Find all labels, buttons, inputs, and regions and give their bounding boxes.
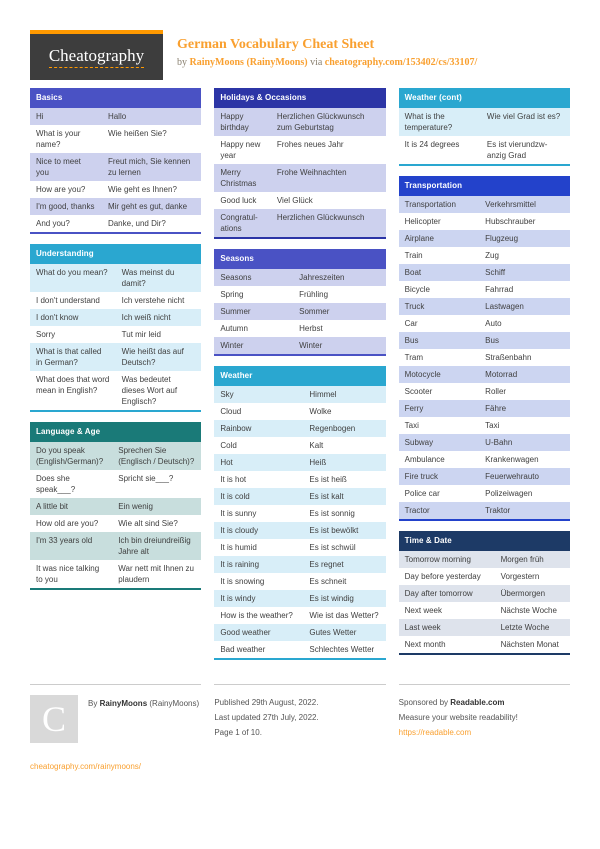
cell-english: It is windy xyxy=(220,594,256,603)
cell-german: Straßenbahn xyxy=(485,353,532,362)
table-row xyxy=(214,136,385,164)
cell-german: Krankenwagen xyxy=(485,455,539,464)
cell-english: What is the temperature? xyxy=(404,112,453,132)
cell-english: A little bit xyxy=(36,502,69,511)
cell-german: Nächsten Monat xyxy=(500,640,559,649)
cell-german: Was meinst du damit? xyxy=(121,268,175,288)
table-row xyxy=(399,636,570,653)
cell-german: Motorrad xyxy=(485,370,518,379)
sheet-url-link[interactable]: cheatography.com/153402/cs/33107/ xyxy=(324,56,478,68)
cell-german: Nächste Woche xyxy=(500,606,557,615)
table-row xyxy=(399,468,570,485)
cell-english: Spring xyxy=(220,290,244,299)
cell-german: Wie heißt das auf Deutsch? xyxy=(121,347,184,367)
table-row xyxy=(30,532,201,560)
table-basics xyxy=(30,88,201,234)
table-row xyxy=(214,624,385,641)
cell-german: Heiß xyxy=(309,458,327,467)
footer xyxy=(0,684,600,774)
cell-english: It is humid xyxy=(220,543,257,552)
cell-german: Mir geht es gut, danke xyxy=(107,202,188,211)
cell-english: What is your name? xyxy=(36,129,81,149)
cell-english: It is hot xyxy=(220,475,247,484)
cheatography-logo xyxy=(30,30,163,80)
cell-english: Day after tomorrow xyxy=(404,589,473,598)
table-title: Seasons xyxy=(214,249,385,269)
table-row xyxy=(30,153,201,181)
cell-english: Does she speak___? xyxy=(36,474,76,494)
cell-german: Es ist windig xyxy=(309,594,354,603)
cell-english: Airplane xyxy=(404,234,435,243)
footer-profile-link[interactable]: cheatography.com/rainymoons/ xyxy=(30,762,142,771)
table-row xyxy=(214,164,385,192)
cell-english: It is 24 degrees xyxy=(404,140,460,149)
cell-english: Bus xyxy=(404,336,419,345)
table-time-date xyxy=(399,531,570,655)
cell-german: Danke, und Dir? xyxy=(107,219,166,228)
cell-english: Truck xyxy=(404,302,425,311)
cell-german: Herzlichen Glückwunsch zum Geburtstag xyxy=(276,112,365,132)
cell-german: Auto xyxy=(485,319,502,328)
cell-english: Congratul-ations xyxy=(220,213,258,233)
table-row xyxy=(214,454,385,471)
table-row xyxy=(214,539,385,556)
cell-english: Tram xyxy=(404,353,424,362)
table-row xyxy=(30,108,201,125)
cell-english: Bicycle xyxy=(404,285,430,294)
cell-english: Merry Christmas xyxy=(220,168,257,188)
sponsor-prefix: Sponsored by xyxy=(398,698,449,707)
sponsor-name: Readable.com xyxy=(450,698,505,707)
table-language-age xyxy=(30,422,201,590)
table-title: Weather xyxy=(214,366,385,386)
cell-german: Verkehrsmittel xyxy=(485,200,536,209)
cell-german: Viel Glück xyxy=(276,196,313,205)
table-row xyxy=(214,505,385,522)
table-row xyxy=(214,488,385,505)
table-row xyxy=(30,309,201,326)
table-row xyxy=(30,125,201,153)
table-row xyxy=(399,332,570,349)
table-row xyxy=(399,551,570,568)
cell-german: Freut mich, Sie kennen zu lernen xyxy=(107,157,191,177)
sponsor-line xyxy=(399,695,570,710)
cell-german: Was bedeutet dieses Wort auf Englisch? xyxy=(121,375,178,406)
table-row xyxy=(30,498,201,515)
table-title: Holidays & Occasions xyxy=(214,88,385,108)
cell-english: Do you speak (English/German)? xyxy=(36,446,104,466)
cell-english: I'm good, thanks xyxy=(36,202,95,211)
cell-german: Gutes Wetter xyxy=(309,628,357,637)
table-row xyxy=(214,192,385,209)
content-columns xyxy=(0,88,600,670)
table-row xyxy=(399,434,570,451)
cell-english: It is cloudy xyxy=(220,526,259,535)
cell-german: Hubschrauber xyxy=(485,217,536,226)
table-row xyxy=(30,371,201,410)
column-2 xyxy=(214,88,385,670)
cell-german: Zug xyxy=(485,251,499,260)
cell-german: U-Bahn xyxy=(485,438,513,447)
cell-german: Fahrrad xyxy=(485,285,514,294)
cell-english: What is that called in German? xyxy=(36,347,102,367)
sponsor-link[interactable]: https://readable.com xyxy=(398,728,472,737)
cell-english: Boat xyxy=(404,268,422,277)
footer-author-suffix: (RainyMoons) xyxy=(149,699,200,708)
cell-german: Wie alt sind Sie? xyxy=(118,519,178,528)
cell-german: Bus xyxy=(485,336,499,345)
table-row xyxy=(399,366,570,383)
cell-english: Happy new year xyxy=(220,140,261,160)
cell-english: Train xyxy=(404,251,423,260)
table-row xyxy=(30,515,201,532)
cell-english: It is raining xyxy=(220,560,260,569)
cell-english: What does that word mean in English? xyxy=(36,375,110,395)
table-row xyxy=(399,585,570,602)
table-row xyxy=(399,298,570,315)
cell-english: Hot xyxy=(220,458,233,467)
table-row xyxy=(214,471,385,488)
table-row xyxy=(399,315,570,332)
cell-german: Ich verstehe nicht xyxy=(121,296,185,305)
cell-english: Bad weather xyxy=(220,645,266,654)
table-title: Weather (cont) xyxy=(399,88,570,108)
table-row xyxy=(399,196,570,213)
cell-german: Herzlichen Glückwunsch xyxy=(276,213,365,222)
table-row xyxy=(399,619,570,636)
masthead xyxy=(0,0,600,88)
table-row xyxy=(30,181,201,198)
byline xyxy=(177,57,477,68)
cell-english: It is cold xyxy=(220,492,250,501)
cell-english: Fire truck xyxy=(404,472,438,481)
footer-sponsor-block xyxy=(399,684,570,774)
table-row xyxy=(399,230,570,247)
cell-german: Frühling xyxy=(299,290,329,299)
cell-german: Letzte Woche xyxy=(500,623,550,632)
footer-by-prefix: By xyxy=(88,699,98,708)
table-row xyxy=(30,560,201,588)
table-weather xyxy=(214,366,385,660)
table-row xyxy=(214,522,385,539)
cell-german: Es ist sonnig xyxy=(309,509,355,518)
cell-german: Hallo xyxy=(107,112,127,121)
table-weather-cont xyxy=(399,88,570,166)
cell-english: Transportation xyxy=(404,200,456,209)
cell-english: Scooter xyxy=(404,387,433,396)
table-title: Time & Date xyxy=(399,531,570,551)
cell-english: Autumn xyxy=(220,324,248,333)
cell-english: Car xyxy=(404,319,418,328)
cell-german: Kalt xyxy=(309,441,324,450)
column-1 xyxy=(30,88,201,600)
cell-english: Ferry xyxy=(404,404,424,413)
cell-english: Taxi xyxy=(404,421,419,430)
table-row xyxy=(399,213,570,230)
table-title: Transportation xyxy=(399,176,570,196)
table-row xyxy=(30,442,201,470)
cell-english: And you? xyxy=(36,219,70,228)
cell-german: Vorgestern xyxy=(500,572,540,581)
cell-german: Es ist vierundzw-anzig Grad xyxy=(486,140,548,160)
cell-english: It is sunny xyxy=(220,509,257,518)
table-row xyxy=(214,269,385,286)
table-transportation xyxy=(399,176,570,521)
table-title: Understanding xyxy=(30,244,201,264)
table-row xyxy=(399,568,570,585)
table-row xyxy=(399,602,570,619)
sponsor-tagline: Measure your website readability! xyxy=(398,713,518,722)
table-row xyxy=(30,215,201,232)
cell-german: Es schneit xyxy=(309,577,347,586)
cell-english: I don't understand xyxy=(36,296,100,305)
header-text-block xyxy=(177,30,477,68)
table-row xyxy=(214,209,385,237)
cell-german: Es ist heiß xyxy=(309,475,347,484)
table-row xyxy=(214,403,385,420)
cell-english: Good weather xyxy=(220,628,271,637)
table-row xyxy=(30,326,201,343)
cell-german: Tut mir leid xyxy=(121,330,161,339)
cell-german: Schiff xyxy=(485,268,506,277)
footer-byline xyxy=(88,695,199,743)
table-row xyxy=(30,264,201,292)
cell-german: Traktor xyxy=(485,506,511,515)
updated-date: Last updated 27th July, 2022. xyxy=(214,713,319,722)
table-row xyxy=(399,400,570,417)
footer-publish-block xyxy=(214,684,385,774)
author-link[interactable]: RainyMoons (RainyMoons) xyxy=(189,56,308,68)
table-row xyxy=(214,420,385,437)
cell-german: Es regnet xyxy=(309,560,344,569)
byline-via: via xyxy=(310,56,323,68)
cell-english: Winter xyxy=(220,341,244,350)
cell-english: Subway xyxy=(404,438,434,447)
page-number: Page 1 of 10. xyxy=(214,728,262,737)
cell-german: War nett mit Ihnen zu plaudern xyxy=(118,564,194,584)
table-seasons xyxy=(214,249,385,356)
table-row xyxy=(30,343,201,371)
cell-german: Es ist schwül xyxy=(309,543,356,552)
cell-german: Ich weiß nicht xyxy=(121,313,171,322)
table-row xyxy=(214,641,385,658)
cell-german: Himmel xyxy=(309,390,337,399)
cell-german: Wie viel Grad ist es? xyxy=(486,112,561,121)
cell-english: I don't know xyxy=(36,313,79,322)
cell-german: Lastwagen xyxy=(485,302,524,311)
table-row xyxy=(399,349,570,366)
cell-german: Wie heißen Sie? xyxy=(107,129,167,138)
table-row xyxy=(399,451,570,468)
table-row xyxy=(399,281,570,298)
cell-english: Day before yesterday xyxy=(404,572,481,581)
cell-english: Sorry xyxy=(36,330,56,339)
page-title: German Vocabulary Cheat Sheet xyxy=(177,37,375,52)
cell-english: Rainbow xyxy=(220,424,252,433)
cell-english: I'm 33 years old xyxy=(36,536,93,545)
table-row xyxy=(30,470,201,498)
cell-english: Helicopter xyxy=(404,217,441,226)
table-title: Language & Age xyxy=(30,422,201,442)
cell-german: Fähre xyxy=(485,404,507,413)
footer-author-block xyxy=(30,684,201,774)
cell-english: What do you mean? xyxy=(36,268,108,277)
cell-english: Tomorrow morning xyxy=(404,555,471,564)
table-row xyxy=(214,286,385,303)
table-row xyxy=(399,502,570,519)
cell-german: Winter xyxy=(299,341,323,350)
cell-english: Seasons xyxy=(220,273,252,282)
cell-german: Jahreszeiten xyxy=(299,273,345,282)
column-3 xyxy=(399,88,570,665)
cell-english: Hi xyxy=(36,112,44,121)
table-row xyxy=(399,485,570,502)
cell-english: Police car xyxy=(404,489,440,498)
cell-english: Next week xyxy=(404,606,443,615)
cell-german: Herbst xyxy=(299,324,323,333)
table-row xyxy=(214,320,385,337)
cell-english: How are you? xyxy=(36,185,86,194)
cell-english: Sky xyxy=(220,390,234,399)
cell-german: Feuerwehrauto xyxy=(485,472,539,481)
cell-english: How is the weather? xyxy=(220,611,293,620)
cell-english: Cold xyxy=(220,441,237,450)
table-row xyxy=(399,417,570,434)
table-row xyxy=(399,247,570,264)
cell-german: Ich bin dreiundreißig Jahre alt xyxy=(118,536,191,556)
table-row xyxy=(214,386,385,403)
cell-english: Summer xyxy=(220,307,251,316)
table-row xyxy=(399,264,570,281)
cell-english: It was nice talking to you xyxy=(36,564,100,584)
cell-german: Frohe Weihnachten xyxy=(276,168,347,177)
table-holidays-occasions xyxy=(214,88,385,239)
table-row xyxy=(214,108,385,136)
cell-german: Übermorgen xyxy=(500,589,546,598)
table-row xyxy=(214,556,385,573)
cell-english: Good luck xyxy=(220,196,257,205)
cell-german: Morgen früh xyxy=(500,555,544,564)
cheatography-logo-text: Cheatography xyxy=(49,46,144,68)
table-row xyxy=(214,337,385,354)
cell-english: Ambulance xyxy=(404,455,445,464)
cell-german: Flugzeug xyxy=(485,234,519,243)
cheatography-c-logo: C xyxy=(30,695,78,743)
cell-english: How old are you? xyxy=(36,519,99,528)
cell-german: Wie ist das Wetter? xyxy=(309,611,379,620)
cell-english: Last week xyxy=(404,623,441,632)
byline-prefix: by xyxy=(177,56,187,68)
table-row xyxy=(214,590,385,607)
cell-german: Frohes neues Jahr xyxy=(276,140,344,149)
published-date: Published 29th August, 2022. xyxy=(214,698,319,707)
table-row xyxy=(214,607,385,624)
cell-german: Es ist bewölkt xyxy=(309,526,359,535)
cell-english: Nice to meet you xyxy=(36,157,81,177)
cell-english: Motocycle xyxy=(404,370,441,379)
table-title: Basics xyxy=(30,88,201,108)
cell-german: Ein wenig xyxy=(118,502,153,511)
cell-german: Taxi xyxy=(485,421,500,430)
cell-german: Sommer xyxy=(299,307,330,316)
table-row xyxy=(214,573,385,590)
cell-german: Wie geht es Ihnen? xyxy=(107,185,177,194)
table-row xyxy=(30,198,201,215)
cell-german: Spricht sie___? xyxy=(118,474,174,483)
cell-english: Cloud xyxy=(220,407,242,416)
cell-german: Sprechen Sie (Englisch / Deutsch)? xyxy=(118,446,195,466)
table-row xyxy=(214,303,385,320)
table-row xyxy=(399,108,570,136)
cell-german: Es ist kalt xyxy=(309,492,344,501)
table-row xyxy=(399,383,570,400)
table-understanding xyxy=(30,244,201,412)
cell-german: Schlechtes Wetter xyxy=(309,645,375,654)
cell-english: Happy birthday xyxy=(220,112,249,132)
cell-german: Regenbogen xyxy=(309,424,356,433)
table-row xyxy=(214,437,385,454)
cell-german: Roller xyxy=(485,387,507,396)
cell-english: Tractor xyxy=(404,506,430,515)
cell-german: Wolke xyxy=(309,407,332,416)
table-row xyxy=(399,136,570,164)
cell-english: Next month xyxy=(404,640,446,649)
table-row xyxy=(30,292,201,309)
cell-german: Polizeiwagen xyxy=(485,489,533,498)
cell-english: It is snowing xyxy=(220,577,265,586)
footer-author-name: RainyMoons xyxy=(99,699,148,708)
